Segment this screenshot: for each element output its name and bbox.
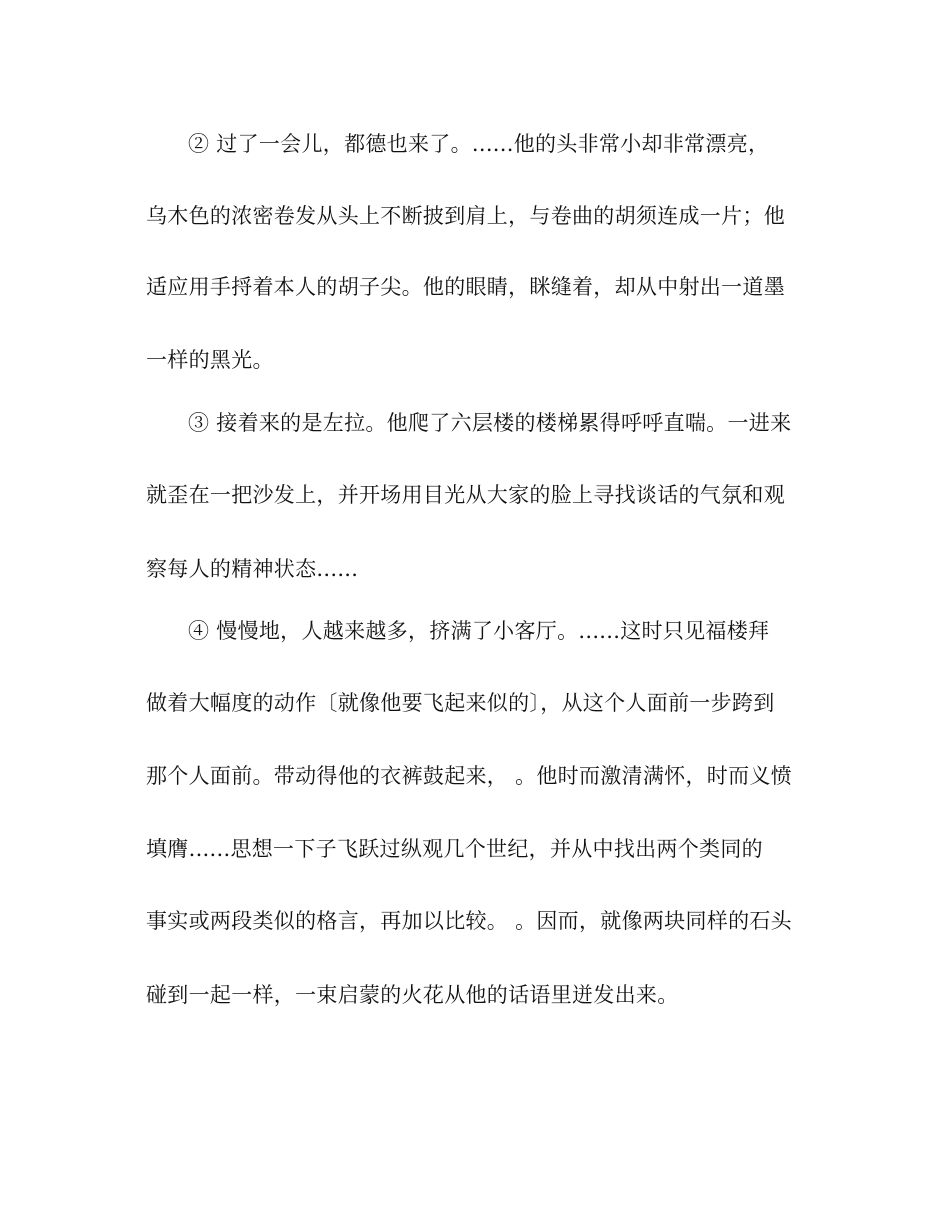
paragraph-4-line-4: 填膺......思想一下子飞跃过纵观几个世纪，并从中找出两个类同的 bbox=[146, 837, 763, 861]
paragraph-4-line-6: 碰到一起一样，一束启蒙的火花从他的话语里迸发出来。 bbox=[146, 983, 679, 1007]
paragraph-4-line-3: 那个人面前。带动得他的衣裤鼓起来， 。他时而激清满怀，时而义愤 bbox=[146, 764, 792, 788]
paragraph-2-line-2: 乌木色的浓密卷发从头上不断披到肩上，与卷曲的胡须连成一片；他 bbox=[146, 204, 785, 228]
paragraph-4-line-1: ④ 慢慢地，人越来越多，挤满了小客厅。......这时只见福楼拜 bbox=[188, 619, 770, 643]
paragraph-4-line-5: 事实或两段类似的格言，再加以比较。 。因而，就像两块同样的石头 bbox=[146, 909, 792, 933]
paragraph-3-line-3: 察每人的精神状态...... bbox=[146, 557, 359, 581]
paragraph-2-line-3: 适应用手捋着本人的胡子尖。他的眼睛，眯缝着，却从中射出一道墨 bbox=[146, 275, 785, 299]
paragraph-3-line-2: 就歪在一把沙发上，并开场用目光从大家的脸上寻找谈话的气氛和观 bbox=[146, 483, 785, 507]
paragraph-2-line-4: 一样的黑光。 bbox=[146, 348, 274, 372]
paragraph-3-line-1: ③ 接着来的是左拉。他爬了六层楼的楼梯累得呼呼直喘。一进来 bbox=[188, 411, 792, 435]
paragraph-4-line-2: 做着大幅度的动作〔就像他要飞起来似的〕，从这个人面前一步跨到 bbox=[146, 691, 775, 715]
paragraph-2-line-1: ② 过了一会儿，都德也来了。......他的头非常小却非常漂亮， bbox=[188, 132, 770, 156]
